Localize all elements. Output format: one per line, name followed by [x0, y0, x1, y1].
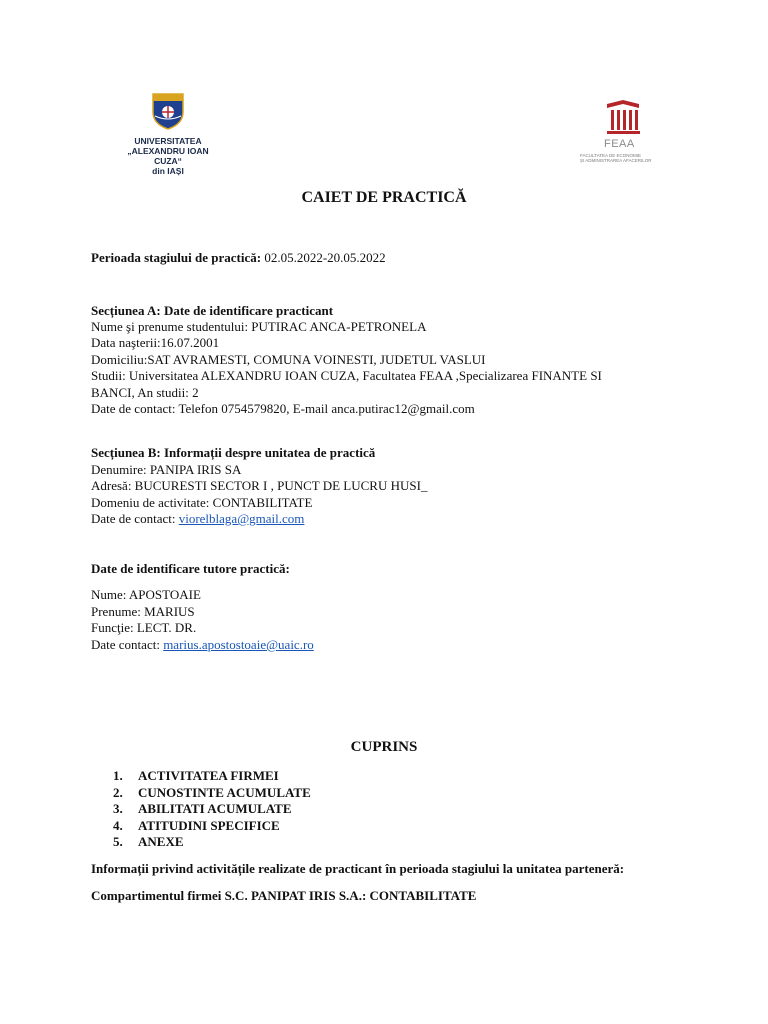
tutor-line: Funcţie: LECT. DR. [91, 620, 197, 635]
toc-heading: CUPRINS [350, 739, 418, 755]
toc-item-label: ANEXE [138, 834, 184, 849]
uaic-logo [118, 92, 218, 176]
section-b-contact-label: Date de contact: [91, 511, 179, 526]
toc-item [113, 768, 279, 784]
tutor-line: Nume: APOSTOAIE [91, 587, 201, 602]
feaa-logo [578, 100, 673, 170]
feaa-title: FEAA [604, 138, 635, 150]
toc-item [113, 834, 184, 850]
period-label: Perioada stagiului de practică: [91, 250, 262, 265]
tutor-email-link[interactable]: marius.apostostoaie@uaic.ro [163, 637, 314, 652]
feaa-subtitle-1: FACULTATEA DE ECONOMIE [580, 153, 642, 158]
toc-item-number: 2. [113, 785, 123, 800]
toc-item-label: CUNOSTINTE ACUMULATE [138, 785, 311, 800]
toc-item-number: 5. [113, 834, 123, 849]
uaic-line-3: din IAȘI [152, 166, 184, 176]
section-b-contact [91, 511, 304, 527]
feaa-subtitle-2: ȘI ADMINISTRAREA AFACERILOR [580, 158, 652, 163]
section-b-line: Denumire: PANIPA IRIS SA [91, 462, 242, 477]
section-a-heading: Secțiunea A: Date de identificare practicant [91, 303, 334, 318]
toc-item [113, 818, 280, 834]
tutor-line: Prenume: MARIUS [91, 604, 195, 619]
company-email-link[interactable]: viorelblaga@gmail.com [178, 511, 305, 526]
toc-item [113, 801, 292, 817]
section-b-line: Domeniu de activitate: CONTABILITATE [91, 495, 313, 510]
department-line: Compartimentul firmei S.C. PANIPAT IRIS S.A.: CONTABILITATE [91, 888, 477, 903]
toc-item [113, 785, 311, 801]
toc-item-number: 4. [113, 818, 123, 833]
page-title: CAIET DE PRACTICĂ [301, 189, 467, 206]
toc-item-label: ATITUDINI SPECIFICE [138, 818, 280, 833]
toc-item-number: 1. [113, 768, 123, 783]
tutor-contact [91, 637, 314, 653]
toc-item-label: ABILITATI ACUMULATE [138, 801, 292, 816]
uaic-line-1: UNIVERSITATEA [134, 136, 202, 146]
feaa-book-icon [603, 100, 643, 134]
section-b-heading: Secțiunea B: Informații despre unitatea de practică [91, 445, 376, 460]
section-a-line: Data naşterii:16.07.2001 [91, 335, 220, 350]
uaic-line-2: „ALEXANDRU IOAN CUZA“ [127, 146, 209, 166]
toc-item-label: ACTIVITATEA FIRMEI [138, 768, 279, 783]
toc-item-number: 3. [113, 801, 123, 816]
section-a-line: BANCI, An studii: 2 [91, 385, 199, 400]
section-a-line: Studii: Universitatea ALEXANDRU IOAN CUZA, Facultatea FEAA ,Specializarea FINANTE SI [91, 368, 602, 383]
period-value: 02.05.2022-20.05.2022 [261, 250, 386, 265]
section-a-line: Nume şi prenume studentului: PUTIRAC ANCA-PETRONELA [91, 319, 427, 334]
practice-period [91, 250, 386, 266]
uaic-crest-icon [151, 92, 185, 130]
section-a-line: Date de contact: Telefon 0754579820, E-mail anca.putirac12@gmail.com [91, 401, 475, 416]
activities-info-line: Informații privind activitățile realizate de practicant în perioada stagiului la unitatea parteneră: [91, 861, 625, 876]
tutor-heading: Date de identificare tutore practică: [91, 561, 290, 576]
tutor-contact-label: Date contact: [91, 637, 164, 652]
section-a-line: Domiciliu:SAT AVRAMESTI, COMUNA VOINESTI, JUDETUL VASLUI [91, 352, 486, 367]
section-b-line: Adresă: BUCURESTI SECTOR I , PUNCT DE LUCRU HUSI_ [91, 478, 428, 493]
